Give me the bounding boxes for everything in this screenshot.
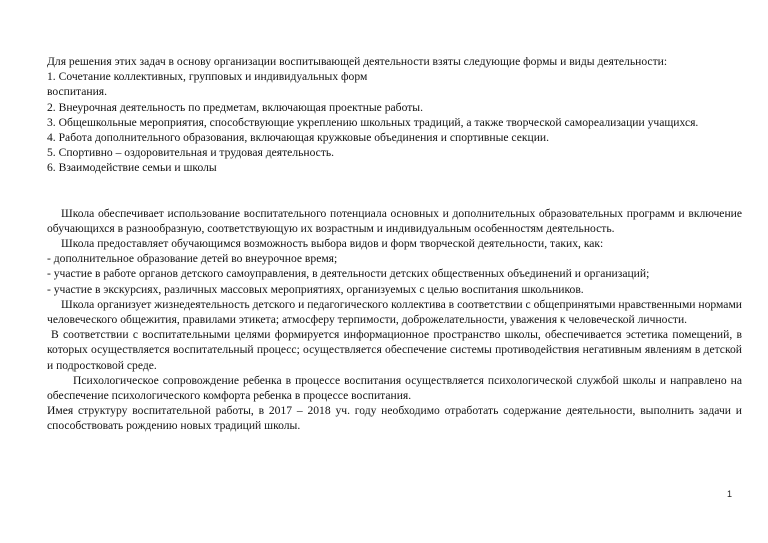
paragraph: Школа организует жизнедеятельность детского и педагогического коллектива в соответствии с общепринятыми нравственными нормами человеческого общежития, правилами этикета; атмосферу терпимости, доброжелательности, уважения к человеческой личности. bbox=[47, 297, 742, 327]
section-spacer bbox=[47, 176, 742, 206]
bullet-item: - участие в работе органов детского самоуправления, в деятельности детских общественных объединений и организаций; bbox=[47, 267, 650, 281]
list-item: 6. Взаимодействие семьи и школы bbox=[47, 161, 217, 175]
paragraph: Имея структуру воспитательной работы, в 2017 – 2018 уч. году необходимо отработать содержание деятельности, выполнить задачи и способствовать рождению новых традиций школы. bbox=[47, 404, 742, 433]
paragraph: Школа предоставляет обучающимся возможность выбора видов и форм творческой деятельности, таких, как: bbox=[61, 237, 604, 251]
paragraph: Школа обеспечивает использование воспитательного потенциала основных и дополнительных образовательных программ и включение обучающихся в разнообразную, соответствующую их возрастным и индивидуальным особенностям деятельность. bbox=[47, 206, 742, 235]
list-item: воспитания. bbox=[47, 85, 108, 99]
document-page bbox=[47, 54, 742, 434]
list-item: 5. Спортивно – оздоровительная и трудовая деятельность. bbox=[47, 146, 335, 160]
paragraph: В соответствии с воспитательными целями формируется информационное пространство школы, обеспечивается эстетика помещений, в которых осуществляется воспитательный процесс; осуществляется обеспечение системы противодействия негативным явлениям в детской и подростковой среде. bbox=[47, 328, 742, 372]
list-item: 2. Внеурочная деятельность по предметам, включающая проектные работы. bbox=[47, 100, 423, 114]
paragraph: Психологическое сопровождение ребенка в процессе воспитания осуществляется психологической службой школы и направлено на обеспечение психологического комфорта ребенка в процессе воспитания. bbox=[47, 373, 742, 403]
list-item: 1. Сочетание коллективных, групповых и индивидуальных форм bbox=[47, 70, 368, 84]
bullet-item: - дополнительное образование детей во внеурочное время; bbox=[47, 252, 338, 266]
bullet-item: - участие в экскурсиях, различных массовых мероприятиях, организуемых с целью воспитания школьников. bbox=[47, 282, 584, 296]
page-number: 1 bbox=[727, 489, 733, 499]
list-item: 3. Общешкольные мероприятия, способствующие укреплению школьных традиций, а также творческой самореализации учащихся. bbox=[47, 115, 699, 129]
list-item: 4. Работа дополнительного образования, включающая кружковые объединения и спортивные секции. bbox=[47, 131, 550, 145]
section1-intro: Для решения этих задач в основу организации воспитывающей деятельности взяты следующие формы и виды деятельности: bbox=[47, 55, 668, 68]
